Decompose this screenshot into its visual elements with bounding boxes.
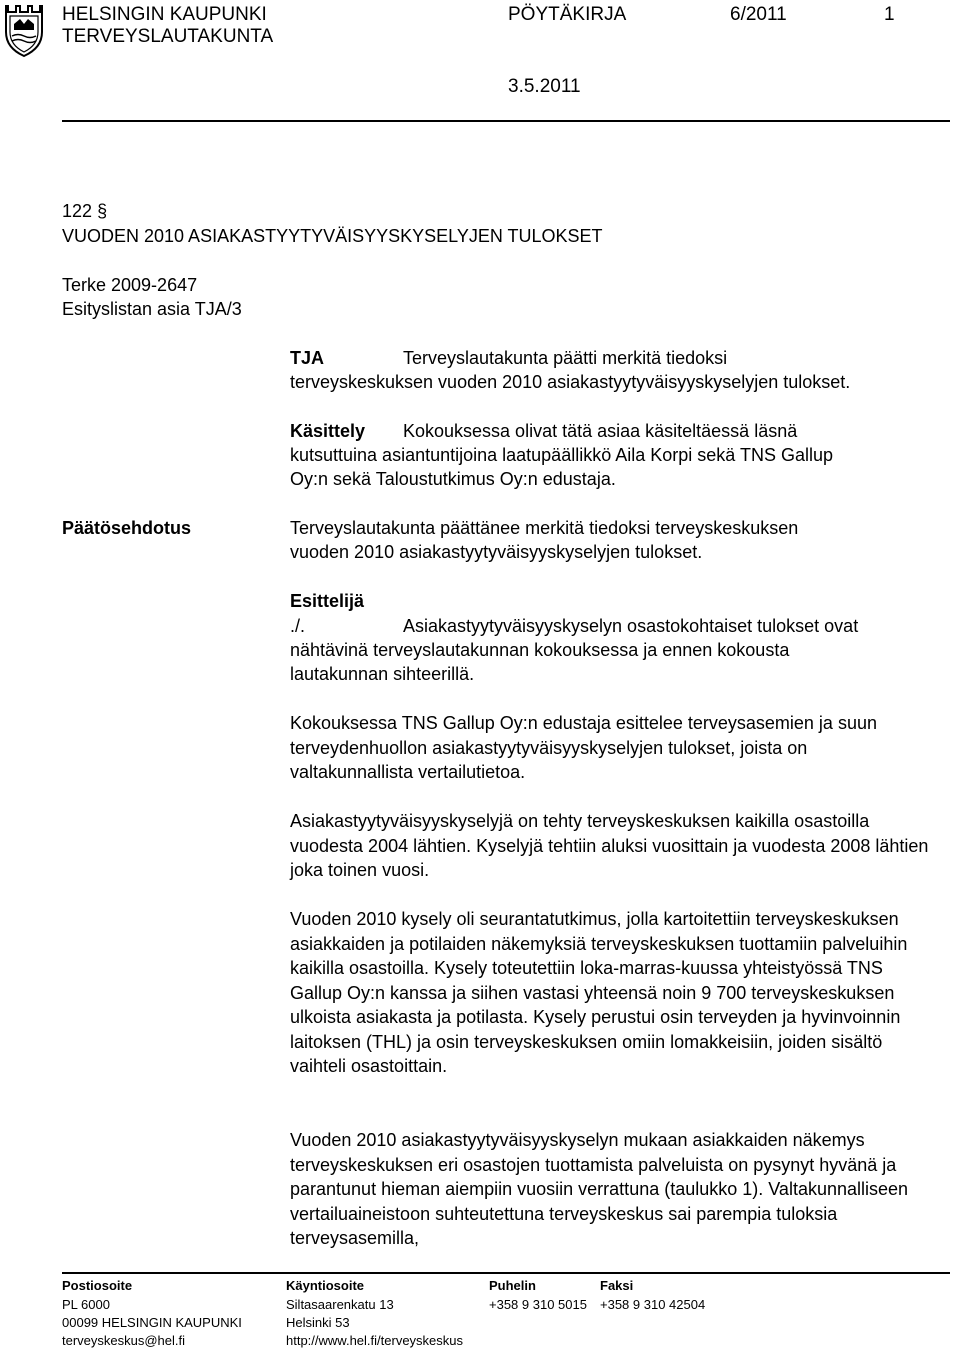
kasittely-text-line1: Kokouksessa olivat tätä asiaa käsiteltäessä läsnä <box>403 421 798 441</box>
committee-name: TERVEYSLAUTAKUNTA <box>62 26 274 47</box>
kasittely-text-line3: Oy:n sekä Taloustutkimus Oy:n edustaja. <box>290 469 616 489</box>
postal-box: PL 6000 <box>62 1297 110 1312</box>
street-address: Siltasaarenkatu 13 <box>286 1297 394 1312</box>
item-number: 122 <box>62 201 93 221</box>
header-divider <box>62 120 950 122</box>
footer-divider <box>62 1272 950 1274</box>
postal-code-city: 00099 HELSINGIN KAUPUNKI <box>62 1315 242 1330</box>
paragraph: Vuoden 2010 asiakastyytyväisyyskyselyn mukaan asiakkaiden näkemys terveyskeskuksen eri osastojen tuottamista palveluista on pysynyt hyvänä ja parantunut hieman aiempiin vuosiin verrattuna (taulukko 1). Valtakunnalliseen vertailuaineistoon suhteutettuna terveyskeskus sai parempia tuloksia terveysasemilla, <box>290 1130 909 1248</box>
section-mark: § <box>97 201 108 221</box>
paragraph: Vuoden 2010 kysely oli seurantatutkimus, jolla kartoitettiin terveyskeskuksen asiakkaiden ja potilaiden näkemyksiä terveyskeskuksen tuottamiin palveluihin kaikilla osastoilla. Kysely toteutettiin loka-marras-kuussa yhteistyössä TNS Gallup Oy:n kanssa ja siihen vastasi yhteensä noin 9 700 terveyskeskuksen ulkoista asiakasta ja potilasta. Kysely perustui osin terveyden ja hyvinvoinnin laitoksen (THL) ja osin terveyskeskuksen omiin lomakkeisiin, joiden sisältö vaihteli osastoittain. <box>290 909 908 1076</box>
city: Helsinki 53 <box>286 1315 350 1330</box>
website-link[interactable]: http://www.hel.fi/terveyskeskus <box>286 1333 464 1348</box>
document-number: 6/2011 <box>730 4 787 25</box>
helsinki-coat-of-arms-icon <box>2 2 46 58</box>
organization-name: HELSINGIN KAUPUNKI <box>62 4 267 25</box>
esittelija-text-line2: nähtävinä terveyslautakunnan kokouksessa ja ennen kokousta <box>290 640 790 660</box>
agenda-reference: Esityslistan asia TJA/3 <box>62 299 242 319</box>
paatosehdotus-text-line2: vuoden 2010 asiakastyytyväisyyskyselyjen tulokset. <box>290 542 703 562</box>
page-number: 1 <box>884 4 895 25</box>
phone-number: +358 9 310 5015 <box>489 1297 587 1312</box>
document-type: PÖYTÄKIRJA <box>508 4 627 25</box>
item-number-line <box>62 199 107 224</box>
item-title: VUODEN 2010 ASIAKASTYYTYVÄISYYSKYSELYJEN TULOKSET <box>62 226 603 246</box>
paatosehdotus-label: Päätösehdotus <box>62 518 192 538</box>
puhelin-label: Puhelin <box>489 1278 536 1293</box>
attachment-mark: ./. <box>290 616 306 636</box>
kayntiosoite-label: Käyntiosoite <box>286 1278 365 1293</box>
esittelija-text-line3: lautakunnan sihteerillä. <box>290 664 475 684</box>
meeting-date: 3.5.2011 <box>508 76 581 97</box>
esittelija-label: Esittelijä <box>290 591 365 611</box>
paatosehdotus-text-line1: Terveyslautakunta päättänee merkitä tiedoksi terveyskeskuksen <box>290 518 799 538</box>
reference-number: Terke 2009-2647 <box>62 275 198 295</box>
tja-text-line2: terveyskeskuksen vuoden 2010 asiakastyytyväisyyskyselyjen tulokset. <box>290 372 851 392</box>
faksi-label: Faksi <box>600 1278 634 1293</box>
kasittely-text-line2: kutsuttuina asiantuntijoina laatupäällikkö Aila Korpi sekä TNS Gallup <box>290 445 833 465</box>
fax-number: +358 9 310 42504 <box>600 1297 706 1312</box>
email-link[interactable]: terveyskeskus@hel.fi <box>62 1333 186 1348</box>
tja-text-line1: Terveyslautakunta päätti merkitä tiedoksi <box>403 348 728 368</box>
kasittely-label: Käsittely <box>290 421 366 441</box>
esittelija-text-line1: Asiakastyytyväisyyskyselyn osastokohtaiset tulokset ovat <box>403 616 859 636</box>
paragraph: Asiakastyytyväisyyskyselyjä on tehty terveyskeskuksen kaikilla osastoilla vuodesta 2004 lähtien. Kyselyjä tehtiin aluksi vuosittain ja vuodesta 2008 lähtien joka toinen vuosi. <box>290 811 929 880</box>
postiosoite-label: Postiosoite <box>62 1278 133 1293</box>
tja-label: TJA <box>290 348 325 368</box>
paragraph: Kokouksessa TNS Gallup Oy:n edustaja esittelee terveysasemien ja suun terveydenhuollon asiakastyytyväisyyskyselyjen tulokset, joista on valtakunnallista vertailutietoa. <box>290 713 877 782</box>
